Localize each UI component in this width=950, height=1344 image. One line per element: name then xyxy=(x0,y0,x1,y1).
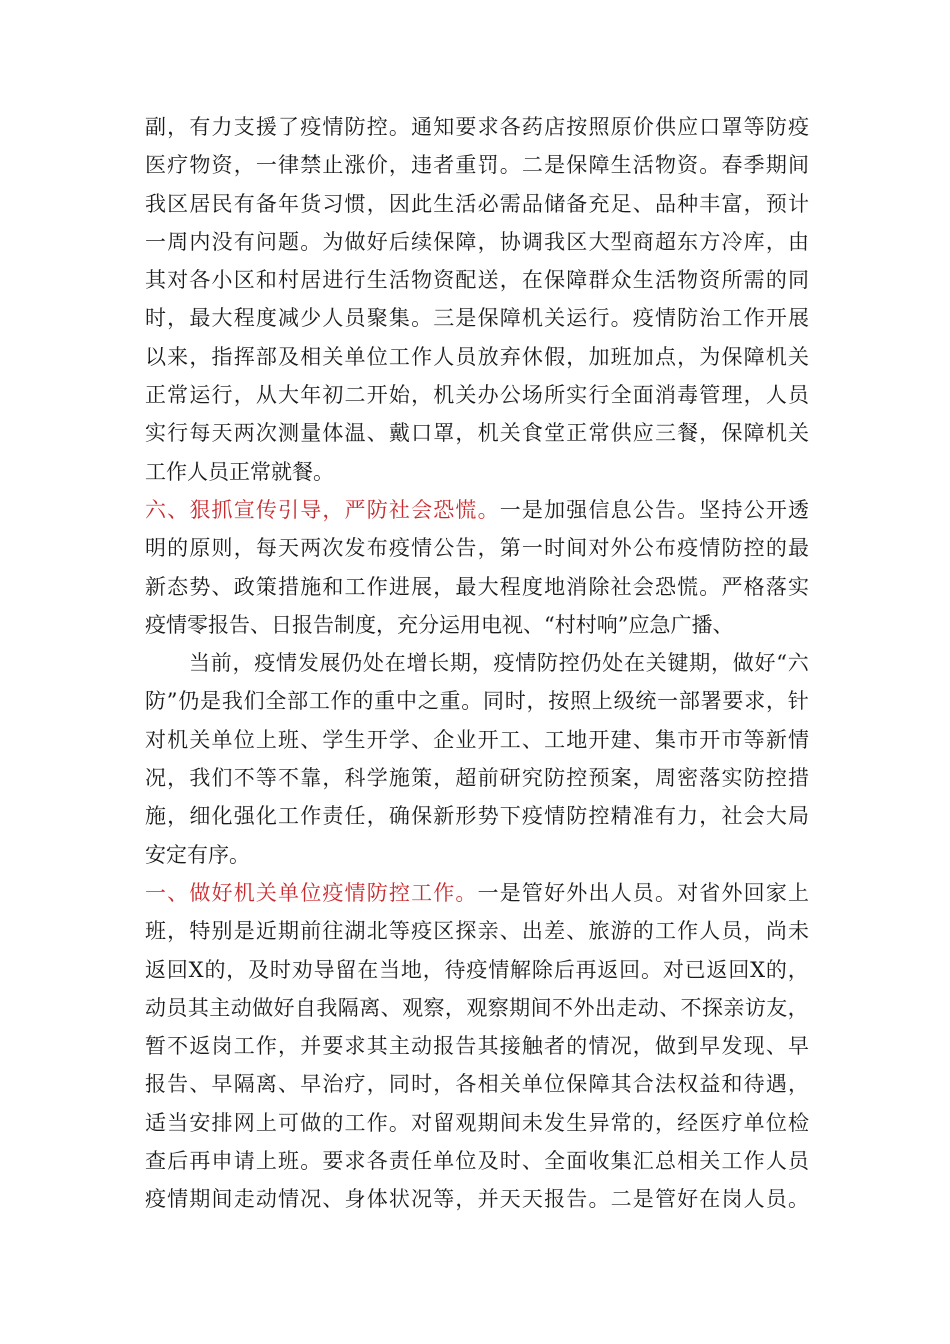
text-line: 医 疗 物 资 ， 一 律 禁 止 涨 价 ， 违 者 重 罚 。 二 是 保 障 生 活 物 资 。 春 季 期 间 xyxy=(145,153,809,178)
text-line: 况 ， 我 们 不 等 不 靠 ， 科 学 施 策 ， 超 前 研 究 防 控 预 案 ， 周 密 落 实 防 控 措 xyxy=(145,766,809,791)
text-line: 其 对 各 小 区 和 村 居 进 行 生 活 物 资 配 送 ， 在 保 障 群 众 生 活 物 资 所 需 的 同 xyxy=(145,268,809,293)
text-line: 报 告 、 早 隔 离 、 早 治 疗 ， 同 时 ， 各 相 关 单 位 保 障 其 合 法 权 益 和 待 遇 ， xyxy=(145,1072,809,1097)
text-line: 正 常 运 行 ， 从 大 年 初 二 开 始 ， 机 关 办 公 场 所 实 行 全 面 消 毒 管 理 ， 人 员 xyxy=(145,383,809,408)
document-body xyxy=(145,108,809,1219)
text-line: 疫 情 期 间 走 动 情 况 、 身 体 状 况 等 ， 并 天 天 报 告 。 二 是 管 好 在 岗 人 员 。 xyxy=(145,1187,809,1212)
text-line: 施 ， 细 化 强 化 工 作 责 任 ， 确 保 新 形 势 下 疫 情 防 控 精 准 有 力 ， 社 会 大 局 xyxy=(145,804,809,829)
text-line: 副 ， 有 力 支 援 了 疫 情 防 控 。 通 知 要 求 各 药 店 按 照 原 价 供 应 口 罩 等 防 疫 xyxy=(145,115,809,139)
text-line: 适 当 安 排 网 上 可 做 的 工 作 。 对 留 观 期 间 未 发 生 异 常 的 ， 经 医 疗 单 位 检 xyxy=(145,1110,809,1135)
text-line: 时 ， 最 大 程 度 减 少 人 员 聚 集 。 三 是 保 障 机 关 运 行 。 疫 情 防 治 工 作 开 展 xyxy=(145,306,809,331)
text-line: 防 ” 仍 是 我 们 全 部 工 作 的 重 中 之 重 。 同 时 ， 按 照 上 级 统 一 部 署 要 求 ， 针 xyxy=(145,689,809,714)
text-line: 暂 不 返 岗 工 作 ， 并 要 求 其 主 动 报 告 其 接 触 者 的 情 况 ， 做 到 早 发 现 、 早 xyxy=(145,1034,809,1059)
text-line: 对 机 关 单 位 上 班 、 学 生 开 学 、 企 业 开 工 、 工 地 开 建 、 集 市 开 市 等 新 情 xyxy=(145,727,809,752)
text-line: 工作人员正常就餐。 xyxy=(145,459,334,484)
text-line: 返 回 X 的 ， 及 时 劝 导 留 在 当 地 ， 待 疫 情 解 除 后 再 返 回 。 对 已 返 回 X 的 ， xyxy=(145,957,809,982)
text-line: 一 、 做 好 机 关 单 位 疫 情 防 控 工 作 。 一 是 管 好 外 出 人 员 。 对 省 外 回 家 上 xyxy=(145,880,809,905)
text-line: 动 员 其 主 动 做 好 自 我 隔 离 、 观 察 ， 观 察 期 间 不 外 出 走 动 、 不 探 亲 访 友 ， xyxy=(145,995,809,1020)
text-line: 明 的 原 则 ， 每 天 两 次 发 布 疫 情 公 告 ， 第 一 时 间 对 外 公 布 疫 情 防 控 的 最 xyxy=(145,536,809,561)
text-line: 一 周 内 没 有 问 题 。 为 做 好 后 续 保 障 ， 协 调 我 区 大 型 商 超 东 方 冷 库 ， 由 xyxy=(145,229,809,254)
text-line: 新 态 势 、 政 策 措 施 和 工 作 进 展 ， 最 大 程 度 地 消 除 社 会 恐 慌 。 严 格 落 实 xyxy=(145,574,809,599)
text-line: 我 区 居 民 有 备 年 货 习 惯 ， 因 此 生 活 必 需 品 储 备 充 足 、 品 种 丰 富 ， 预 计 xyxy=(145,191,809,216)
text-line: 当 前 ， 疫 情 发 展 仍 处 在 增 长 期 ， 疫 情 防 控 仍 处 在 关 键 期 ， 做 好 “ 六 xyxy=(189,651,809,676)
text-line: 疫情零报告、日报告制度，充分运用电视、“村村响”应急广播、 xyxy=(145,612,734,637)
text-line: 实 行 每 天 两 次 测 量 体 温 、 戴 口 罩 ， 机 关 食 堂 正 常 供 应 三 餐 ， 保 障 机 关 xyxy=(145,421,809,446)
text-line: 安定有序。 xyxy=(145,842,250,867)
text-line: 班 ， 特 别 是 近 期 前 往 湖 北 等 疫 区 探 亲 、 出 差 、 旅 游 的 工 作 人 员 ， 尚 未 xyxy=(145,919,809,944)
text-line: 查 后 再 申 请 上 班 。 要 求 各 责 任 单 位 及 时 、 全 面 收 集 汇 总 相 关 工 作 人 员 xyxy=(145,1149,809,1174)
text-line: 六 、 狠 抓 宣 传 引 导 ， 严 防 社 会 恐 慌 。 一 是 加 强 信 息 公 告 。 坚 持 公 开 透 xyxy=(145,497,809,522)
text-line: 以 来 ， 指 挥 部 及 相 关 单 位 工 作 人 员 放 弃 休 假 ， 加 班 加 点 ， 为 保 障 机 关 xyxy=(145,344,809,369)
